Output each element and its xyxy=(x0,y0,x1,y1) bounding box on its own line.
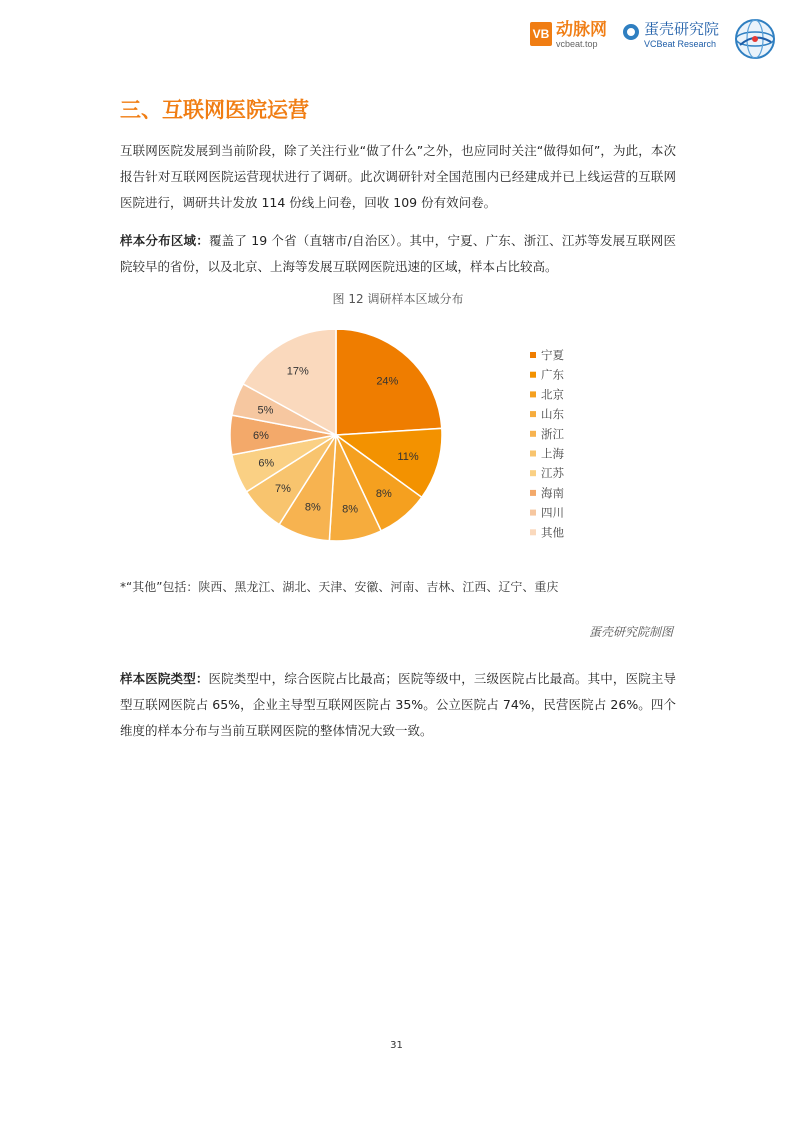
page-number: 31 xyxy=(390,1040,403,1051)
legend-label: 广东 xyxy=(541,367,564,382)
legend-label: 四川 xyxy=(541,505,564,520)
legend-label: 北京 xyxy=(541,387,564,402)
legend-label: 浙江 xyxy=(541,426,564,441)
pie-data-label: 17% xyxy=(286,365,309,378)
pie-data-label: 8% xyxy=(375,487,392,500)
legend-label: 上海 xyxy=(541,446,564,461)
legend-swatch xyxy=(530,372,536,378)
pie-data-label: 8% xyxy=(304,501,321,514)
legend-swatch xyxy=(530,470,536,476)
legend-swatch xyxy=(530,411,536,417)
figure-caption: 图 12 调研样本区域分布 xyxy=(332,292,464,306)
section-title: 三、互联网医院运营 xyxy=(120,98,309,122)
pie-data-label: 8% xyxy=(342,503,359,516)
page-header xyxy=(530,18,775,60)
legend-swatch xyxy=(530,490,536,496)
pie-data-label: 24% xyxy=(376,375,399,388)
region-text: 覆盖了 19 个省（直辖市/自治区）。其中，宁夏、广东、浙江、江苏等发展互联网医院较早的省份，以及北京、上海等发展互联网医院迅速的区域，样本占比较高。 xyxy=(120,233,676,274)
region-pie-chart xyxy=(200,330,600,560)
vcbeat-research-logo-icon xyxy=(623,24,639,40)
vcbeat-logo-mark: VB xyxy=(530,22,552,46)
pie-data-label: 5% xyxy=(257,404,274,417)
legend-label: 宁夏 xyxy=(541,348,564,362)
type-paragraph xyxy=(120,666,676,744)
legend-swatch xyxy=(530,451,536,457)
pie-data-label: 6% xyxy=(258,457,275,470)
pie-data-label: 6% xyxy=(253,430,269,442)
vcbeat-logo-name: 动脉网 xyxy=(556,20,607,40)
chart-source: 蛋壳研究院制图 xyxy=(588,625,673,639)
legend-swatch xyxy=(530,391,536,397)
legend-swatch xyxy=(530,510,536,516)
globe-emblem-icon xyxy=(734,18,776,60)
region-paragraph xyxy=(120,228,676,280)
legend-label: 海南 xyxy=(541,485,564,500)
legend-label: 江苏 xyxy=(541,466,564,481)
intro-paragraph: 互联网医院发展到当前阶段，除了关注行业“做了什么”之外，也应同时关注“做得如何”，为此，本次报告针对互联网医院运营现状进行了调研。此次调研针对全国范围内已经建成并已上线运营的互联网医院进行，调研共计发放 114 份线上问卷，回收 109 份有效问卷。 xyxy=(120,143,676,210)
legend-swatch xyxy=(530,352,536,358)
legend-label: 山东 xyxy=(541,407,564,422)
legend-label: 其他 xyxy=(541,525,564,540)
vcbeat-research-logo-name: 蛋壳研究院 xyxy=(644,20,720,38)
region-label: 样本分布区域： xyxy=(120,233,209,248)
vcbeat-logo-url: vcbeat.top xyxy=(556,39,598,49)
type-text: 医院类型中，综合医院占比最高；医院等级中，三级医院占比最高。其中，医院主导型互联网医院占 65%，企业主导型互联网医院占 35%。公立医院占 74%，民营医院占 26%。四个维度的样本分布与当前互联网医院的整体情况大致一致。 xyxy=(120,671,676,738)
legend-swatch xyxy=(530,431,536,437)
vcbeat-research-logo-sub: VCBeat Research xyxy=(644,39,717,49)
legend-swatch xyxy=(530,529,536,535)
pie-data-label: 11% xyxy=(397,450,419,463)
other-regions-note: *“其他”包括：陕西、黑龙江、湖北、天津、安徽、河南、吉林、江西、辽宁、重庆 xyxy=(120,580,559,594)
type-label: 样本医院类型： xyxy=(120,671,209,686)
pie-data-label: 7% xyxy=(275,483,291,496)
